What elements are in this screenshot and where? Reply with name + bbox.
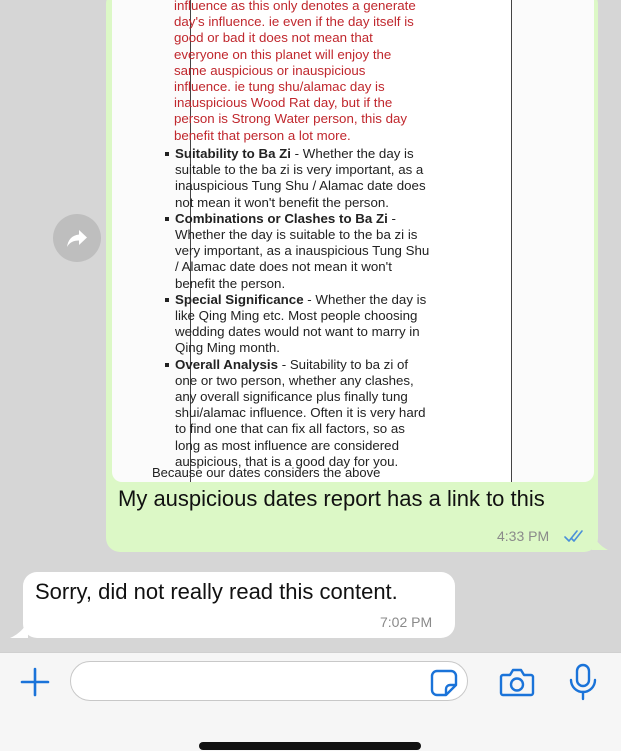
bullet-icon — [165, 217, 169, 221]
list-item-text: - Whether the day is suitable to the ba zi is very important, as a inauspicious Tung Shu / Alamac date does not mean it won't benefit the person. — [175, 210, 430, 291]
double-check-icon — [564, 528, 586, 544]
list-item-title: Suitability to Ba Zi — [175, 146, 291, 161]
list-item-title: Overall Analysis — [175, 356, 278, 372]
list-item-text: - Whether the day is suitable to the ba zi is very important, as a inauspicious Tung Shu / Alamac date does not mean it won't benefit the person. — [175, 146, 426, 210]
list-item — [165, 146, 430, 211]
attached-screenshot-image[interactable] — [112, 0, 594, 482]
microphone-icon[interactable] — [566, 663, 600, 701]
list-item-title: Special Significance — [175, 291, 304, 307]
forward-button[interactable] — [53, 214, 101, 262]
outgoing-message-caption: My auspicious dates report has a link to this — [118, 486, 545, 511]
list-item — [165, 357, 430, 470]
outgoing-message-bubble[interactable] — [106, 0, 598, 552]
forward-icon — [65, 226, 89, 250]
bullet-icon — [165, 363, 169, 367]
plus-icon[interactable] — [19, 666, 51, 698]
outgoing-message-time: 4:33 PM — [497, 528, 550, 544]
bubble-tail-icon — [592, 532, 608, 550]
list-item — [165, 211, 430, 292]
incoming-message-time: 7:02 PM — [380, 614, 433, 630]
document-bullet-list — [165, 146, 430, 470]
bullet-icon — [165, 298, 169, 302]
sticker-icon[interactable] — [429, 668, 459, 698]
incoming-message-text: Sorry, did not really read this content. — [35, 579, 398, 604]
home-indicator — [199, 742, 421, 750]
bullet-icon — [165, 152, 169, 156]
camera-icon[interactable] — [499, 666, 535, 698]
message-input[interactable] — [70, 661, 468, 701]
document-cut-off-line: Because our dates considers the above — [152, 465, 381, 480]
list-item-text: - Suitability to ba zi of one or two person, whether any clashes, any overall significance plus finally tung shui/alamac influence. Often it is very hard to find one that can fix all factors, so as long as most influence are considered auspicious, that is a good day for you. — [175, 356, 426, 469]
list-item-title: Combinations or Clashes to Ba Zi — [175, 210, 388, 226]
list-item-text: - Whether the day is like Qing Ming etc. Most people choosing wedding dates would not want to marry in Qing Ming month. — [175, 291, 427, 356]
list-item — [165, 292, 430, 357]
document-red-note: influence as this only denotes a generate day's influence. ie even if the day itself is good or bad it does not mean that everyone on this planet will enjoy the same auspicious or inauspicious influence. ie tung shu/alamac day is inauspicious Wood Rat day, but if the person is Strong Water person, this day benefit that person a lot more. — [174, 0, 416, 143]
